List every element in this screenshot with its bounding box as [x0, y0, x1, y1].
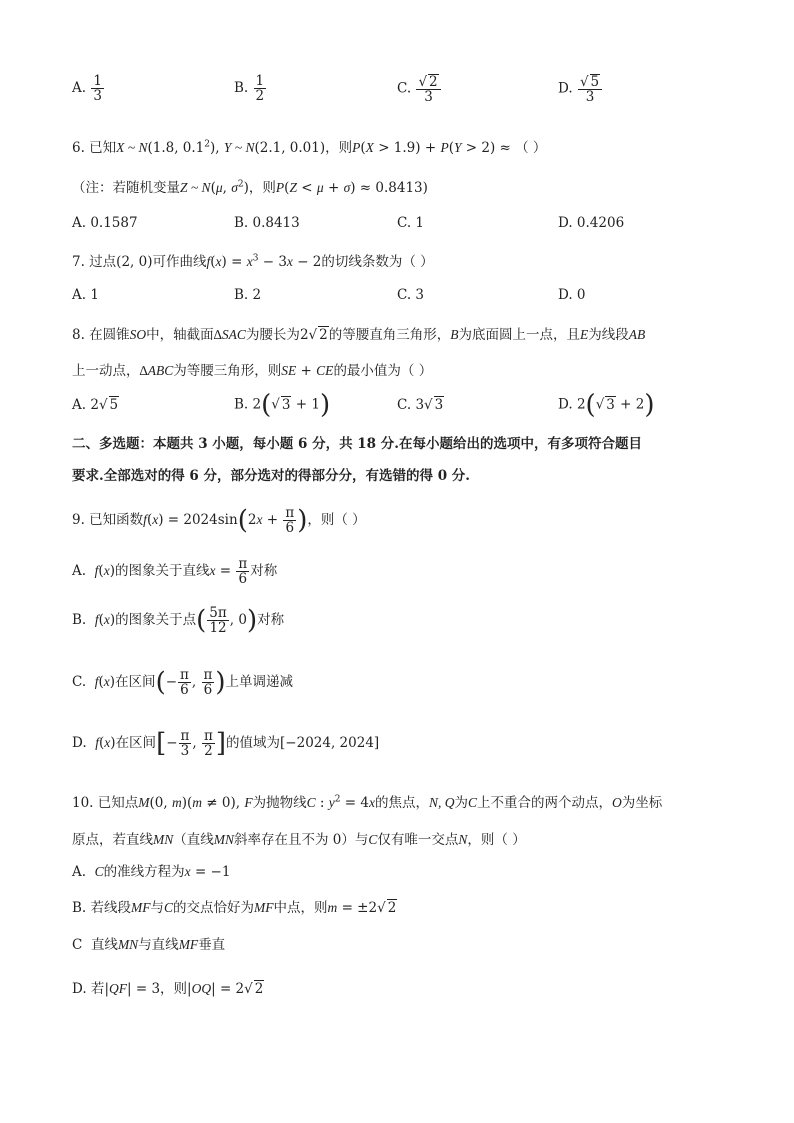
question-6-note: （注：若随机变量Z ~ N(μ, $\sigma^2$)，则P(Z < μ + σ) ≈ 0.8413) — [72, 179, 428, 196]
q7-option-c: C. 3 — [397, 287, 425, 303]
q9-option-a: A. f(x)的图象关于直线x = $\frac{\pi}{6}$ 对称 — [72, 556, 278, 588]
q7-option-d: D. 0 — [558, 287, 586, 303]
q6-option-c: C. 1 — [397, 215, 425, 231]
fraction: $\frac{√ 2}{3}$ — [416, 74, 440, 104]
fraction: $\frac{√ 5}{3}$ — [578, 74, 602, 104]
q10-option-d: D. 若|QF| = 3，则|OQ| = 2√ 2 — [72, 981, 264, 997]
q8-option-b: B. 2(√ 3 + 1) — [234, 390, 331, 420]
q9-option-d: D. f(x)在区间[− $\frac{\pi}{3}$ , $\frac{\pi}{2}$ ]的值域为[−2024, 2024] — [72, 728, 380, 760]
question-9-stem: 9. 已知函数f(x) = 2024sin(2x + $\frac{\pi}{6}$ )，则（ ） — [72, 505, 366, 537]
question-8-line-2: 上一动点，∆ABC为等腰三角形，则SE + CE的最小值为（ ） — [72, 363, 433, 379]
section-2-heading-line-2: 要求.全部选对的得 6 分，部分选对的得部分分，有选错的得 0 分. — [72, 468, 470, 484]
question-6-stem: 6. 已知X ~ N(1.8, $0.1^2$), Y ~ N(2.1, 0.01)，则P(X > 1.9) + P(Y > 2) ≈ （ ） — [72, 139, 547, 156]
q9-option-c: C. f(x)在区间(− $\frac{\pi}{6}$ , $\frac{\pi}{6}$ )上单调递减 — [72, 667, 294, 699]
q7-option-b: B. 2 — [234, 287, 262, 303]
fraction: $\frac{1}{2}$ — [255, 73, 265, 105]
q6-option-a: A. 0.1587 — [72, 215, 138, 231]
q5-option-b: B. $\frac{1}{2}$ — [234, 73, 265, 105]
q6-option-b: B. 0.8413 — [234, 215, 300, 231]
q5-option-c: C. $\frac{√ 2}{3}$ — [397, 74, 442, 104]
q8-option-c: C. 3√ 3 — [397, 397, 444, 413]
section-2-heading-line-1: 二、多选题：本题共 3 小题，每小题 6 分，共 18 分.在每小题给出的选项中，有多项符合题目 — [72, 436, 642, 452]
q10-option-a: A. C的准线方程为x = −1 — [72, 864, 231, 880]
question-10-line-1: 10. 已知点M(0, m)(m ≠ 0), F为抛物线C : $y^2 = 4x$的焦点，N, Q为C上不重合的两个动点，O为坐标 — [72, 794, 663, 811]
q5-option-d: D. $\frac{√ 5}{3}$ — [558, 74, 603, 104]
question-8-line-1: 8. 在圆锥SO中，轴截面∆SAC为腰长为2√ 2的等腰直角三角形，B为底面圆上一点，且E为线段AB — [72, 327, 646, 343]
question-7-stem: 7. 过点(2, 0)可作曲线$f(x) = x^3 - 3x - 2$的切线条数为（ ） — [72, 253, 434, 270]
q10-option-b: B. 若线段MF与C的交点恰好为MF中点，则m = ±2√ 2 — [72, 900, 397, 916]
q9-option-b: B. f(x)的图象关于点( $\frac{5\pi}{12}$ , 0)对称 — [72, 605, 285, 637]
q10-option-c: C 直线MN与直线MF垂直 — [72, 937, 226, 953]
q6-option-d: D. 0.4206 — [558, 215, 625, 231]
q8-option-d: D. 2(√ 3 + 2) — [558, 390, 655, 420]
fraction: $\frac{1}{3}$ — [93, 73, 102, 105]
q7-option-a: A. 1 — [72, 287, 99, 303]
q8-option-a: A. 2√ 5 — [72, 397, 119, 413]
question-10-line-2: 原点，若直线MN（直线MN斜率存在且不为 0）与C仅有唯一交点N，则（ ） — [72, 832, 526, 848]
q5-option-a: A. $\frac{1}{3}$ — [72, 73, 102, 105]
